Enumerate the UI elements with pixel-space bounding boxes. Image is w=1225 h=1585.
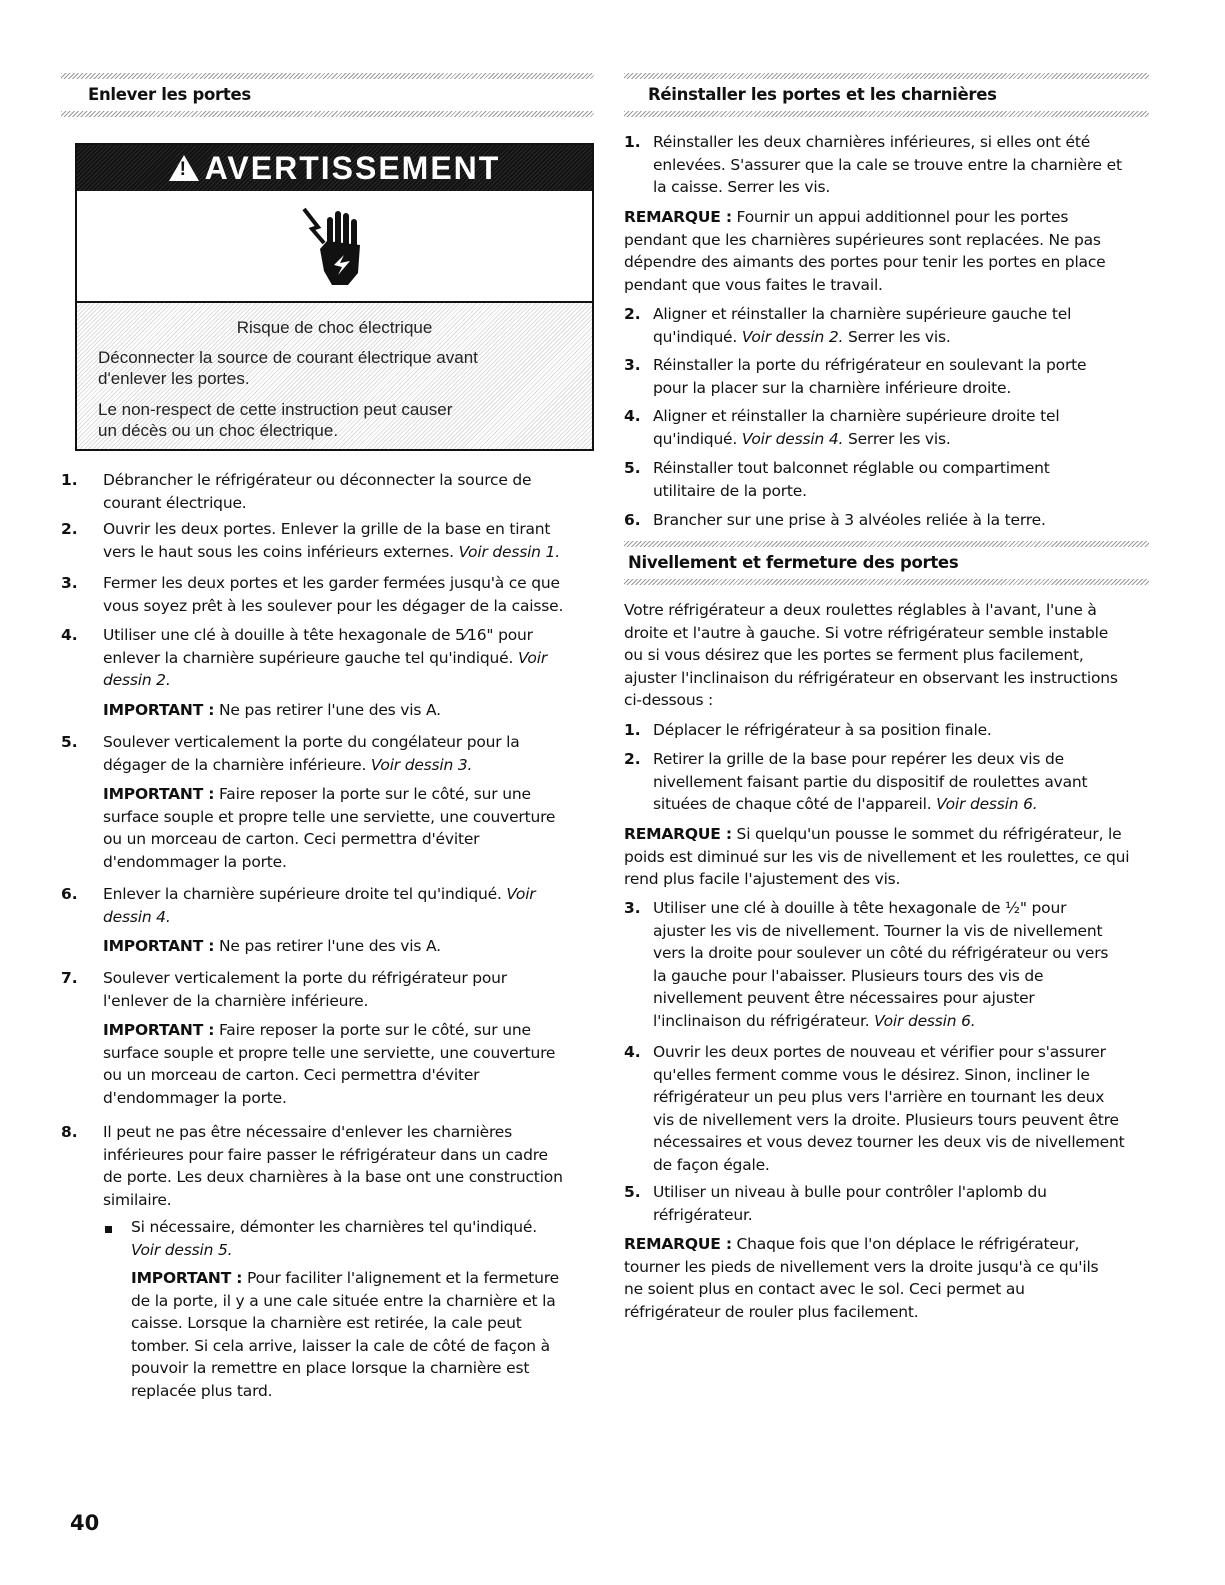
step-text bbox=[653, 354, 1086, 399]
text-line bbox=[103, 935, 441, 958]
text-line bbox=[653, 428, 1059, 451]
text-line: vis de nivellement vers la droite. Plusieurs tours peuvent être bbox=[653, 1110, 1119, 1129]
step-text bbox=[103, 469, 531, 514]
step-number: 3. bbox=[624, 356, 641, 374]
text-line: tomber. Si cela arrive, laisser la cale de côté de façon à bbox=[131, 1336, 550, 1355]
text-line: réfrigérateur de rouler plus facilement. bbox=[624, 1302, 919, 1321]
text-line: tourner les pieds de nivellement vers la droite jusqu'à ce qu'ils bbox=[624, 1257, 1099, 1276]
heading-rule-bottom bbox=[624, 111, 1149, 117]
text-line: réfrigérateur. bbox=[653, 1205, 753, 1224]
text-span: qu'indiqué. bbox=[653, 429, 742, 448]
section-heading-reinstall bbox=[624, 73, 1149, 117]
step-number: 5. bbox=[61, 733, 78, 751]
text-line: Il peut ne pas être nécessaire d'enlever les charnières bbox=[103, 1123, 513, 1141]
text-line bbox=[103, 783, 555, 806]
step-number: 8. bbox=[61, 1123, 78, 1141]
warning-title-text: AVERTISSEMENT bbox=[204, 150, 501, 186]
step-number: 6. bbox=[61, 885, 78, 903]
text-line: courant électrique. bbox=[103, 493, 247, 512]
warning-box bbox=[75, 143, 594, 451]
important-label: IMPORTANT : bbox=[131, 1269, 243, 1287]
section-heading-leveling bbox=[624, 541, 1149, 585]
heading-rule-bottom bbox=[624, 579, 1149, 585]
text-line: d'endommager la porte. bbox=[103, 1088, 287, 1107]
drawing-reference: Voir dessin 6. bbox=[936, 795, 1038, 813]
text-line: dépendre des aimants des portes pour tenir les portes en place bbox=[624, 253, 1106, 271]
step-text bbox=[103, 572, 563, 617]
text-line: ajuster l'inclinaison du réfrigérateur en observant les instructions bbox=[624, 668, 1118, 687]
text-line bbox=[131, 1239, 537, 1262]
drawing-reference: Voir dessin 5. bbox=[131, 1240, 233, 1259]
text-line: réfrigérateur un peu plus vers l'arrière en tournant les deux bbox=[653, 1088, 1105, 1106]
step-text bbox=[653, 303, 1071, 348]
bullet-item bbox=[131, 1216, 537, 1261]
text-line: de façon égale. bbox=[653, 1155, 770, 1174]
step-text bbox=[653, 509, 1046, 532]
text-span: Serrer les vis. bbox=[843, 429, 951, 448]
important-label: IMPORTANT : bbox=[103, 937, 215, 955]
text-line: Utiliser une clé à douille à tête hexagonale de 5⁄16" pour bbox=[103, 626, 533, 644]
text-line: pendant que vous faites le travail. bbox=[624, 275, 883, 294]
heading-text: Enlever les portes bbox=[88, 85, 251, 104]
drawing-reference: Voir dessin 2. bbox=[741, 327, 844, 346]
important-note bbox=[103, 783, 555, 873]
text-line: Brancher sur une prise à 3 alvéoles reliée à la terre. bbox=[653, 511, 1046, 529]
text-span: Faire reposer la porte sur le côté, sur une bbox=[214, 785, 531, 803]
step-text bbox=[653, 405, 1059, 450]
page-number: 40 bbox=[70, 1511, 100, 1535]
text-span: Enlever la charnière supérieure droite tel qu'indiqué. bbox=[103, 885, 507, 903]
text-line bbox=[624, 1233, 1098, 1256]
step-text bbox=[653, 748, 1087, 816]
text-line: ne soient plus en contact avec le sol. Ceci permet au bbox=[624, 1280, 1025, 1298]
step-text bbox=[653, 131, 1122, 199]
text-line bbox=[103, 906, 535, 929]
step-text bbox=[103, 624, 547, 692]
step-number: 6. bbox=[624, 511, 641, 529]
drawing-reference: Voir bbox=[517, 648, 547, 667]
text-line bbox=[653, 793, 1087, 816]
text-line: Ouvrir les deux portes de nouveau et vérifier pour s'assurer bbox=[653, 1043, 1106, 1061]
text-line: l'enlever de la charnière inférieure. bbox=[103, 991, 369, 1010]
warning-instruction bbox=[98, 347, 578, 389]
heading-rule-bottom bbox=[61, 111, 594, 117]
remarque-label: REMARQUE : bbox=[624, 825, 732, 843]
text-line: Aligner et réinstaller la charnière supérieure droite tel bbox=[653, 407, 1060, 425]
drawing-reference: Voir bbox=[506, 885, 536, 903]
step-text bbox=[653, 719, 992, 742]
text-line: surface souple et propre telle une serviette, une couverture bbox=[103, 1043, 556, 1062]
note-paragraph bbox=[624, 823, 1129, 891]
text-span: Ne pas retirer l'une des vis A. bbox=[214, 701, 441, 719]
warning-banner bbox=[77, 145, 592, 191]
text-line: Soulever verticalement la porte du réfrigérateur pour bbox=[103, 969, 507, 987]
text-line bbox=[131, 1267, 559, 1290]
heading-text: Réinstaller les portes et les charnières bbox=[648, 85, 997, 104]
step-number: 2. bbox=[624, 750, 641, 768]
step-number: 4. bbox=[61, 626, 78, 644]
drawing-reference: Voir dessin 6. bbox=[874, 1011, 976, 1030]
text-line: Fermer les deux portes et les garder fermées jusqu'à ce que bbox=[103, 574, 560, 592]
important-note bbox=[103, 699, 441, 722]
important-label: IMPORTANT : bbox=[103, 1021, 215, 1039]
text-line bbox=[624, 206, 1106, 229]
text-line: qu'elles ferment comme vous le désirez. Sinon, incliner le bbox=[653, 1065, 1090, 1084]
text-line: utilitaire de la porte. bbox=[653, 481, 807, 500]
text-line: droite et l'autre à gauche. Si votre réfrigérateur semble instable bbox=[624, 623, 1109, 642]
text-span: enlever la charnière supérieure gauche tel qu'indiqué. bbox=[103, 648, 518, 667]
step-number: 3. bbox=[61, 574, 78, 592]
text-line: Débrancher le réfrigérateur ou déconnecter la source de bbox=[103, 471, 532, 489]
text-line: Si nécessaire, démonter les charnières tel qu'indiqué. bbox=[131, 1218, 537, 1236]
text-line: la gauche pour l'abaisser. Plusieurs tours des vis de bbox=[653, 966, 1044, 985]
step-number: 1. bbox=[624, 721, 641, 739]
warning-image-area bbox=[77, 191, 592, 303]
step-text bbox=[103, 1121, 563, 1211]
note-paragraph bbox=[624, 206, 1106, 296]
warning-line: d'enlever les portes. bbox=[98, 369, 250, 388]
text-line: Ouvrir les deux portes. Enlever la grille de la base en tirant bbox=[103, 520, 551, 538]
text-line: ou un morceau de carton. Ceci permettra d'éviter bbox=[103, 1066, 480, 1084]
text-line: caisse. Lorsque la charnière est retirée, la cale peut bbox=[131, 1314, 522, 1332]
warning-text-area bbox=[77, 303, 592, 449]
text-line: enlevées. S'assurer que la cale se trouve entre la charnière et bbox=[653, 155, 1122, 174]
text-line: nivellement peuvent être nécessaires pour ajuster bbox=[653, 989, 1035, 1007]
text-line: replacée plus tard. bbox=[131, 1381, 273, 1400]
important-note bbox=[103, 935, 441, 958]
text-span: l'inclinaison du réfrigérateur. bbox=[653, 1011, 875, 1030]
text-line: Aligner et réinstaller la charnière supérieure gauche tel bbox=[653, 305, 1072, 323]
text-line: ou si vous désirez que les portes se ferment plus facilement, bbox=[624, 646, 1084, 664]
text-line bbox=[653, 326, 1071, 349]
text-line bbox=[653, 1010, 1108, 1033]
text-span: Ne pas retirer l'une des vis A. bbox=[214, 937, 441, 955]
step-number: 2. bbox=[61, 520, 78, 538]
text-line: Réinstaller la porte du réfrigérateur en soulevant la porte bbox=[653, 356, 1087, 374]
step-text bbox=[653, 457, 1050, 502]
warning-subtitle: Risque de choc électrique bbox=[236, 318, 433, 337]
warning-title bbox=[77, 150, 592, 187]
step-text bbox=[653, 1181, 1047, 1226]
note-paragraph bbox=[624, 1233, 1098, 1323]
text-line: inférieures pour faire passer le réfrigérateur dans un cadre bbox=[103, 1145, 548, 1164]
warning-line: Déconnecter la source de courant électrique avant bbox=[98, 348, 478, 367]
important-note bbox=[131, 1267, 559, 1402]
text-line: Réinstaller tout balconnet réglable ou compartiment bbox=[653, 459, 1050, 477]
text-span: Serrer les vis. bbox=[843, 327, 951, 346]
drawing-reference: dessin 2. bbox=[103, 671, 171, 689]
text-span: vers le haut sous les coins inférieurs externes. bbox=[103, 542, 459, 561]
step-number: 4. bbox=[624, 407, 641, 425]
step-number: 7. bbox=[61, 969, 78, 987]
heading-rule-top bbox=[61, 73, 594, 79]
text-line: Votre réfrigérateur a deux roulettes réglables à l'avant, l'une à bbox=[624, 601, 1097, 619]
text-line: ci-dessous : bbox=[624, 691, 714, 709]
step-number: 3. bbox=[624, 899, 641, 917]
text-line: poids est diminué sur les vis de nivellement et les roulettes, ce qui bbox=[624, 847, 1130, 866]
warning-line: Le non-respect de cette instruction peut causer bbox=[98, 400, 453, 419]
text-line: pendant que les charnières supérieures sont replacées. Ne pas bbox=[624, 230, 1101, 249]
text-line bbox=[103, 883, 535, 906]
text-span: Si quelqu'un pousse le sommet du réfrigérateur, le bbox=[731, 825, 1122, 843]
warning-consequence bbox=[98, 399, 578, 441]
text-line: Soulever verticalement la porte du congélateur pour la bbox=[103, 733, 520, 751]
remarque-label: REMARQUE : bbox=[624, 208, 732, 226]
remarque-label: REMARQUE : bbox=[624, 1235, 732, 1253]
step-number: 1. bbox=[61, 471, 78, 489]
text-line: de la porte, il y a une cale située entre la charnière et la bbox=[131, 1291, 556, 1310]
step-number: 1. bbox=[624, 133, 641, 151]
drawing-reference: Voir dessin 3. bbox=[370, 755, 473, 774]
step-number: 5. bbox=[624, 1183, 641, 1201]
section-heading-remove-doors bbox=[61, 73, 594, 117]
step-number: 2. bbox=[624, 305, 641, 323]
text-span: Faire reposer la porte sur le côté, sur une bbox=[214, 1021, 531, 1039]
text-line bbox=[624, 823, 1129, 846]
text-line: surface souple et propre telle une serviette, une couverture bbox=[103, 807, 556, 826]
text-span: Chaque fois que l'on déplace le réfrigérateur, bbox=[731, 1235, 1080, 1253]
text-line: nivellement faisant partie du dispositif de roulettes avant bbox=[653, 772, 1088, 791]
text-span: Fournir un appui additionnel pour les portes bbox=[731, 208, 1069, 226]
drawing-reference: Voir dessin 4. bbox=[741, 429, 844, 448]
text-line: Réinstaller les deux charnières inférieures, si elles ont été bbox=[653, 133, 1091, 151]
text-line: Utiliser une clé à douille à tête hexagonale de ½" pour bbox=[653, 899, 1067, 917]
step-text bbox=[103, 518, 560, 563]
text-line: pouvoir la remettre en place lorsque la charnière est bbox=[131, 1359, 530, 1377]
text-line: Retirer la grille de la base pour repérer les deux vis de bbox=[653, 750, 1064, 768]
electric-shock-hand-icon bbox=[300, 205, 370, 291]
step-text bbox=[103, 731, 520, 776]
text-line bbox=[103, 699, 441, 722]
heading-text: Nivellement et fermeture des portes bbox=[628, 553, 959, 572]
important-note bbox=[103, 1019, 555, 1109]
text-line: Utiliser un niveau à bulle pour contrôler l'aplomb du bbox=[653, 1183, 1047, 1201]
text-line bbox=[103, 1019, 555, 1042]
text-line: vous soyez prêt à les soulever pour les dégager de la caisse. bbox=[103, 596, 564, 615]
text-line: ajuster les vis de nivellement. Tourner la vis de nivellement bbox=[653, 921, 1103, 940]
text-span: situées de chaque côté de l'appareil. bbox=[653, 795, 937, 813]
step-text bbox=[103, 967, 507, 1012]
drawing-reference: dessin 4. bbox=[103, 907, 171, 926]
text-line: de porte. Les deux charnières à la base ont une construction bbox=[103, 1168, 563, 1186]
intro-paragraph bbox=[624, 599, 1118, 712]
text-line bbox=[103, 647, 547, 670]
text-line: rend plus facile l'ajustement des vis. bbox=[624, 870, 901, 888]
text-line: vers la droite pour soulever un côté du réfrigérateur ou vers bbox=[653, 944, 1109, 962]
text-span: qu'indiqué. bbox=[653, 327, 742, 346]
text-span: Pour faciliter l'alignement et la fermeture bbox=[242, 1269, 559, 1287]
text-line: nécessaires et vous devez tourner les deux vis de nivellement bbox=[653, 1133, 1125, 1151]
text-line bbox=[103, 754, 520, 777]
heading-rule-top bbox=[624, 73, 1149, 79]
warning-line: un décès ou un choc électrique. bbox=[98, 421, 339, 440]
step-text bbox=[653, 1041, 1125, 1176]
text-span: dégager de la charnière inférieure. bbox=[103, 755, 371, 774]
text-line: pour la placer sur la charnière inférieure droite. bbox=[653, 378, 1012, 397]
text-line: ou un morceau de carton. Ceci permettra d'éviter bbox=[103, 830, 480, 848]
text-line: similaire. bbox=[103, 1190, 172, 1209]
text-line bbox=[103, 669, 547, 692]
text-line: d'endommager la porte. bbox=[103, 852, 287, 871]
step-number: 4. bbox=[624, 1043, 641, 1061]
text-line bbox=[103, 541, 560, 564]
step-text bbox=[653, 897, 1108, 1032]
drawing-reference: Voir dessin 1. bbox=[458, 542, 560, 561]
step-number: 5. bbox=[624, 459, 641, 477]
bullet-icon bbox=[105, 1226, 112, 1233]
warning-triangle-icon bbox=[169, 155, 199, 181]
step-text bbox=[103, 883, 535, 928]
important-label: IMPORTANT : bbox=[103, 785, 215, 803]
text-line: Déplacer le réfrigérateur à sa position finale. bbox=[653, 721, 992, 739]
text-line: la caisse. Serrer les vis. bbox=[653, 178, 831, 196]
heading-rule-top bbox=[624, 541, 1149, 547]
important-label: IMPORTANT : bbox=[103, 701, 215, 719]
